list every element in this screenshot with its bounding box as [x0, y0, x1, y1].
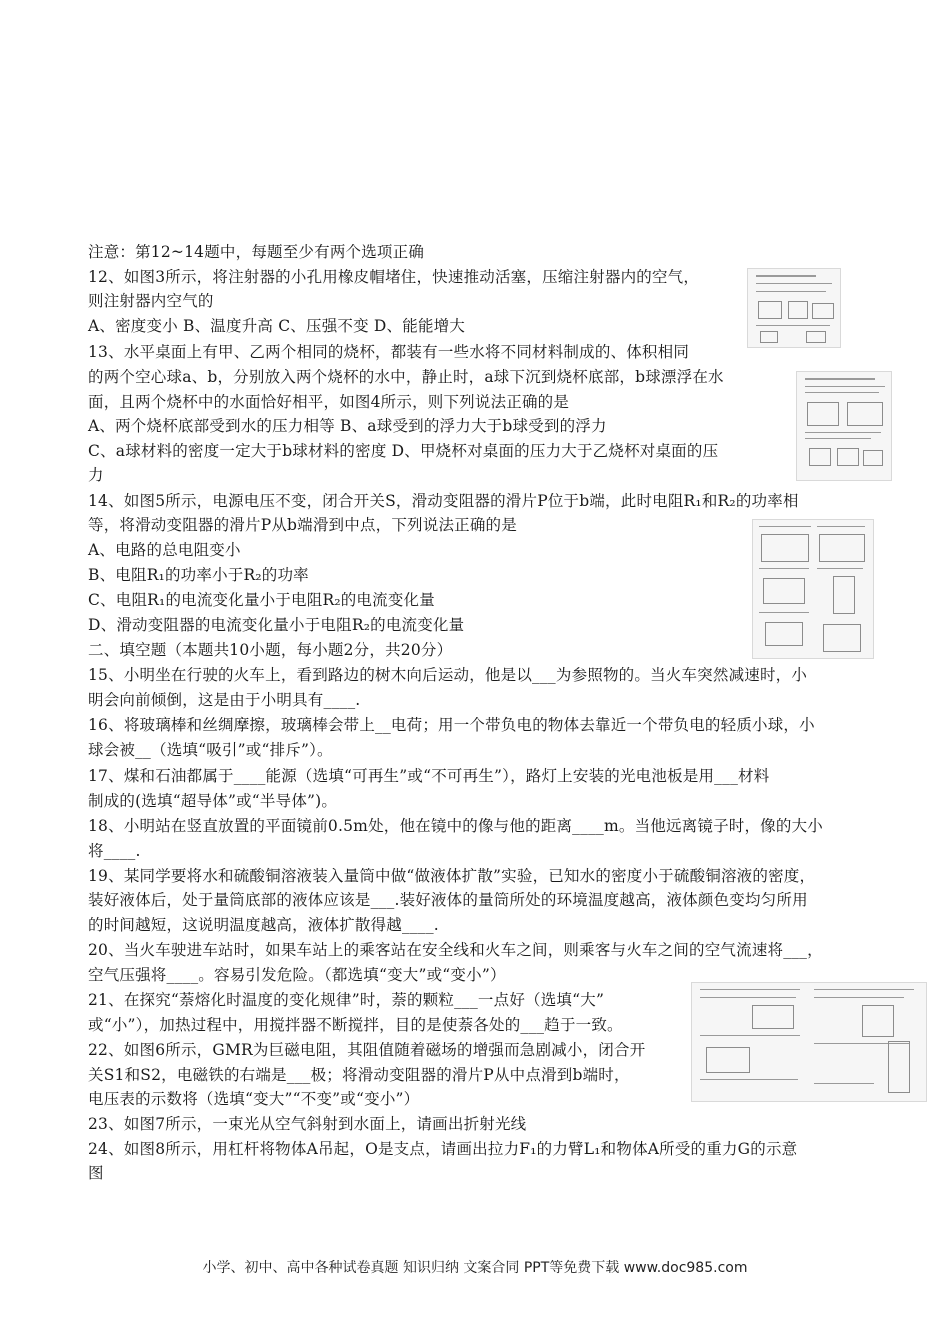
q17-line-1: 17、煤和石油都属于____能源（选填“可再生”或“不可再生”），路灯上安装的光电池板是用___材料 — [88, 767, 770, 785]
q13-stem-line-2: 的两个空心球a、b，分别放入两个烧杯的水中，静止时，a球下沉到烧杯底部，b球漂浮在水 — [88, 368, 724, 386]
q20-line-1: 20、当火车驶进车站时，如果车站上的乘客站在安全线和火车之间，则乘客与火车之间的空气流速将___， — [88, 941, 823, 959]
q24-line-2: 图 — [88, 1164, 104, 1182]
figure-6-thumbnail — [691, 982, 927, 1102]
q14-option-a: A、电路的总电阻变小 — [88, 541, 241, 559]
q24-line-1: 24、如图8所示，用杠杆将物体A吊起，O是支点，请画出拉力F₁的力臂L₁和物体A所受的重力G的示意 — [88, 1140, 798, 1158]
q13-options-ab: A、两个烧杯底部受到水的压力相等 B、a球受到的浮力大于b球受到的浮力 — [88, 417, 607, 435]
q13-stem-line-3: 面，且两个烧杯中的水面恰好相平，如图4所示，则下列说法正确的是 — [88, 393, 570, 411]
q14-stem-line-2: 等，将滑动变阻器的滑片P从b端滑到中点，下列说法正确的是 — [88, 516, 517, 534]
q22-line-2: 关S1和S2，电磁铁的右端是___极；将滑动变阻器的滑片P从中点滑到b端时， — [88, 1066, 630, 1084]
q19-line-2: 装好液体后，处于量筒底部的液体应该是___.装好液体的量筒所处的环境温度越高，液体颜色变均匀所用 — [88, 891, 808, 909]
footer-banner: 小学、初中、高中各种试卷真题 知识归纳 文案合同 PPT等免费下载 www.doc985.com — [202, 1260, 748, 1276]
q13-stem-line-1: 13、水平桌面上有甲、乙两个相同的烧杯，都装有一些水将不同材料制成的、体积相同 — [88, 343, 690, 361]
q12-options: A、密度变小 B、温度升高 C、压强不变 D、能能增大 — [88, 317, 466, 335]
q12-stem-line-2: 则注射器内空气的 — [88, 292, 214, 310]
q21-line-2: 或“小”），加热过程中，用搅拌器不断搅拌，目的是使萘各处的___趋于一致。 — [88, 1016, 623, 1034]
figure-5-thumbnail — [752, 519, 874, 659]
q23-line: 23、如图7所示，一束光从空气斜射到水面上，请画出折射光线 — [88, 1115, 527, 1133]
q16-line-2: 球会被__（选填“吸引”或“排斥”）。 — [88, 741, 333, 759]
q14-stem-line-1: 14、如图5所示，电源电压不变，闭合开关S，滑动变阻器的滑片P位于b端，此时电阻R₁和R₂的功率相 — [88, 492, 799, 510]
q16-line-1: 16、将玻璃棒和丝绸摩擦，玻璃棒会带上__电荷；用一个带负电的物体去靠近一个带负电的轻质小球，小 — [88, 716, 815, 734]
q22-line-3: 电压表的示数将（选填“变大”“不变”或“变小”） — [88, 1090, 420, 1108]
q20-line-2: 空气压强将____。容易引发危险。（都选填“变大”或“变小”） — [88, 966, 506, 984]
q14-option-d: D、滑动变阻器的电流变化量小于电阻R₂的电流变化量 — [88, 616, 465, 634]
q13-options-cd-cont: 力 — [88, 466, 104, 484]
q15-line-1: 15、小明坐在行驶的火车上，看到路边的树木向后运动，他是以___为参照物的。当火车突然减速时，小 — [88, 666, 808, 684]
q18-line-1: 18、小明站在竖直放置的平面镜前0.5m处，他在镜中的像与他的距离____m。当他远离镜子时，像的大小 — [88, 817, 823, 835]
q14-option-c: C、电阻R₁的电流变化量小于电阻R₂的电流变化量 — [88, 591, 435, 609]
q19-line-3: 的时间越短，这说明温度越高，液体扩散得越____. — [88, 916, 439, 934]
q15-line-2: 明会向前倾倒，这是由于小明具有____. — [88, 691, 361, 709]
note-line: 注意：第12~14题中，每题至少有两个选项正确 — [88, 243, 425, 261]
q19-line-1: 19、某同学要将水和硫酸铜溶液装入量筒中做“做液体扩散”实验，已知水的密度小于硫酸铜溶液的密度， — [88, 867, 816, 885]
q18-line-2: 将____. — [88, 842, 141, 860]
q14-option-b: B、电阻R₁的功率小于R₂的功率 — [88, 566, 309, 584]
q22-line-1: 22、如图6所示，GMR为巨磁电阻，其阻值随着磁场的增强而急剧减小，闭合开 — [88, 1041, 646, 1059]
section-2-heading: 二、填空题（本题共10小题，每小题2分，共20分） — [88, 641, 453, 659]
figure-3-thumbnail — [747, 268, 841, 348]
q17-line-2: 制成的(选填“超导体”或“半导体”)。 — [88, 792, 338, 810]
figure-4-thumbnail — [796, 371, 892, 481]
q12-stem-line-1: 12、如图3所示，将注射器的小孔用橡皮帽堵住，快速推动活塞，压缩注射器内的空气， — [88, 268, 700, 286]
q21-line-1: 21、在探究“萘熔化时温度的变化规律”时，萘的颗粒___一点好（选填“大” — [88, 991, 605, 1009]
q13-options-cd: C、a球材料的密度一定大于b球材料的密度 D、甲烧杯对桌面的压力大于乙烧杯对桌面的压 — [88, 442, 719, 460]
